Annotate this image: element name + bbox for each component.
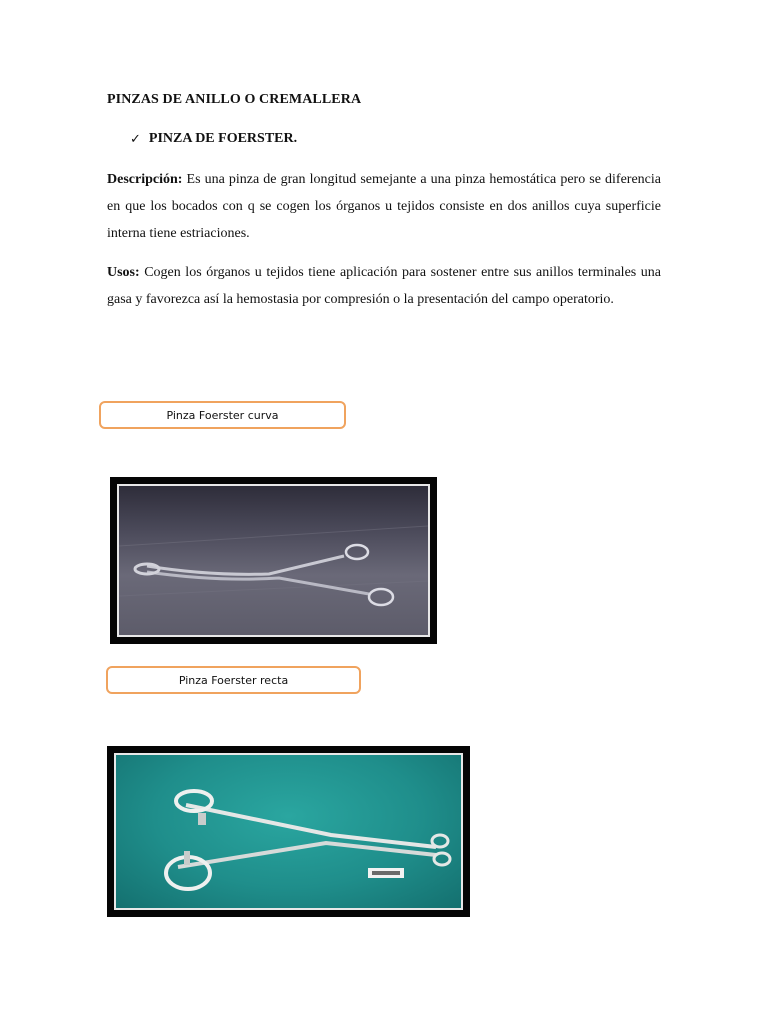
usos-text: Cogen los órganos u tejidos tiene aplicación para sostener entre sus anillos terminales una gasa y favorezca así la hemostasia por compresión o la presentación del campo operatorio. bbox=[107, 265, 661, 307]
section-heading: PINZAS DE ANILLO O CREMALLERA bbox=[107, 92, 362, 107]
caption-box-curva: Pinza Foerster curva bbox=[99, 401, 346, 429]
description-text: Es una pinza de gran longitud semejante a una pinza hemostática pero se diferencia en que los bocados con q se cogen los órganos u tejidos consiste en dos anillos cuya superficie interna tiene estriaciones. bbox=[107, 172, 661, 241]
caption-box-recta: Pinza Foerster recta bbox=[106, 666, 361, 694]
curved-forceps-image bbox=[119, 486, 428, 635]
bullet-text: PINZA DE FOERSTER. bbox=[148, 131, 298, 146]
usos-label: Usos: bbox=[107, 265, 140, 280]
straight-forceps-image bbox=[116, 755, 461, 908]
bullet-item bbox=[130, 131, 297, 147]
description-label: Descripción: bbox=[107, 172, 183, 187]
photo-pinza-curva bbox=[110, 477, 437, 644]
description-paragraph bbox=[107, 166, 661, 247]
usos-paragraph bbox=[107, 259, 661, 313]
check-icon: ✓ bbox=[130, 131, 141, 147]
photo-pinza-recta bbox=[107, 746, 470, 917]
